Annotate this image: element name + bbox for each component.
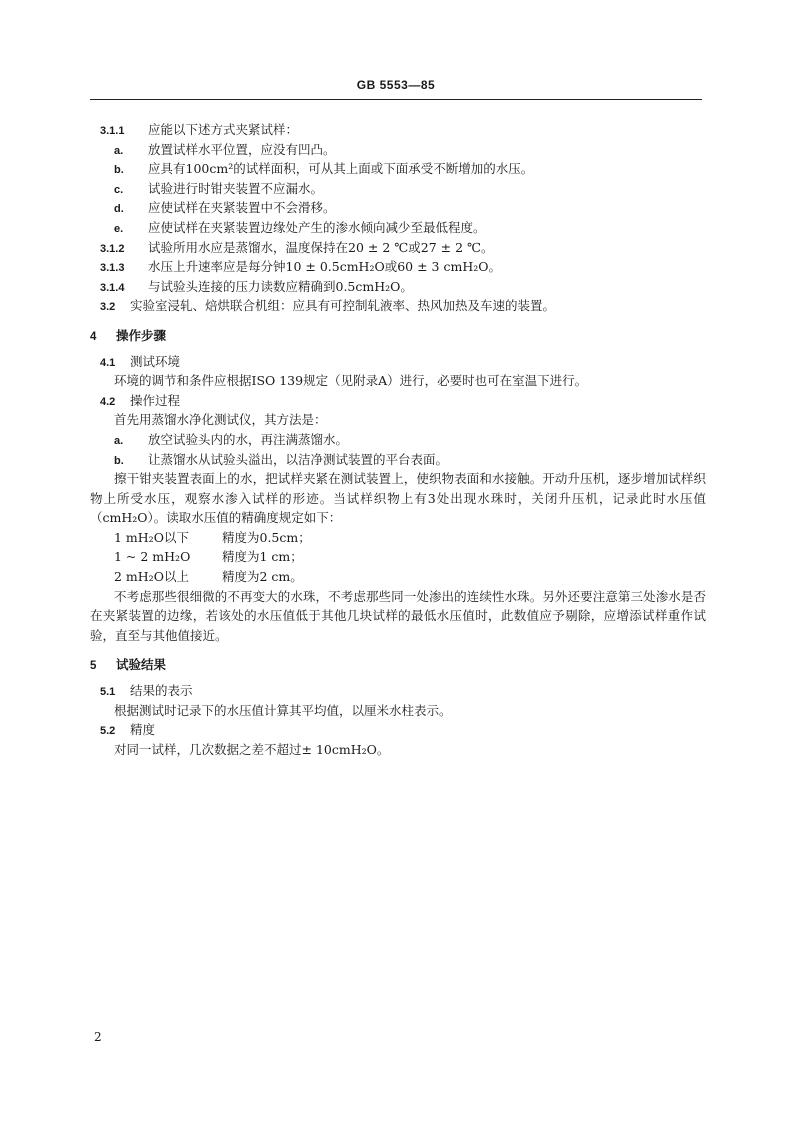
precision-row: [90, 547, 706, 567]
spacer: [90, 645, 706, 655]
clause-text: 应能以下述方式夹紧试样：: [148, 122, 299, 137]
list-item: [90, 179, 706, 199]
clause-text: 实验室浸轧、焙烘联合机组：应具有可控制轧液率、热风加热及车速的装置。: [130, 298, 556, 314]
clause-3-1-2: [90, 238, 706, 258]
list-text: 放置试样水平位置，应没有凹凸。: [148, 141, 336, 157]
clause-3-1-3: [90, 257, 706, 277]
list-marker: d.: [114, 203, 124, 216]
list-marker: a.: [114, 144, 124, 157]
clause-3-1-1: [90, 120, 706, 140]
list-marker: c.: [114, 183, 124, 196]
clause-title: 精度: [130, 722, 156, 738]
note-paragraph: 不考虑那些很细微的不再变大的水珠，不考虑那些同一处渗出的连续性水珠。另外还要注意第三处渗水是否在夹紧装置的边缘，若该处的水压值低于其他几块试样的最低水压值时，此数值应予剔除，应增添试样重作试验，直至与其他值接近。: [90, 588, 706, 643]
clause-title: 操作过程: [130, 392, 181, 408]
clause-5-2: [90, 720, 706, 740]
section-number: 5: [90, 660, 97, 673]
precision-range: 2 mH₂O以上: [114, 569, 189, 585]
list-text: 试验进行时钳夹装置不应漏水。: [148, 180, 324, 196]
precision-row: [90, 528, 706, 548]
list-item: [90, 450, 706, 470]
clause-title: 结果的表示: [130, 683, 193, 699]
list-marker: b.: [114, 454, 124, 467]
clause-number: 5.2: [100, 725, 116, 738]
clause-5-2-text: 对同一试样，几次数据之差不超过± 10cmH₂O。: [114, 741, 390, 757]
header-rule: [90, 99, 702, 100]
precision-range: 1 mH₂O以下: [114, 529, 189, 545]
clause-3-1-4: [90, 277, 706, 297]
clause-4-1: [90, 352, 706, 372]
list-text: 应使试样在夹紧装置边缘处产生的渗水倾向减少至最低程度。: [148, 219, 486, 235]
clause-number: 3.1.2: [100, 242, 125, 255]
clause-5-1-text: 根据测试时记录下的水压值计算其平均值，以厘米水柱表示。: [114, 702, 452, 718]
list-item: [90, 430, 706, 450]
clause-number: 3.1.4: [100, 281, 125, 294]
clause-4-2-intro: 首先用蒸馏水净化测试仪，其方法是：: [114, 412, 327, 428]
clause-number: 3.1.1: [100, 125, 125, 137]
list-item: [90, 159, 706, 179]
procedure-paragraph: 擦干钳夹装置表面上的水，把试样夹紧在测试装置上，使织物表面和水接触。开动升压机，逐步增加试样织物上所受水压，观察水渗入试样的形迹。当试样织物上有3处出现水珠时，关闭升压机，记录此时水压值（cmH₂O）。读取水压值的精确度规定如下：: [90, 471, 706, 526]
clause-text: 水压上升速率应是每分钟10 ± 0.5cmH₂O或60 ± 3 cmH₂O。: [148, 259, 501, 275]
clause-number: 4.1: [100, 356, 116, 369]
page-number: 2: [94, 1030, 102, 1044]
section-number: 4: [90, 330, 97, 343]
precision-row: [90, 567, 706, 587]
list-marker: a.: [114, 434, 124, 447]
clause-5-1: [90, 681, 706, 701]
list-item: [90, 140, 706, 160]
list-text: 应使试样在夹紧装置中不会滑移。: [148, 200, 336, 216]
clause-text: 与试验头连接的压力读数应精确到0.5cmH₂O。: [148, 278, 413, 294]
document-body: [90, 120, 706, 759]
list-text: 让蒸馏水从试验头溢出，以洁净测试装置的平台表面。: [148, 451, 449, 467]
list-marker: b.: [114, 164, 124, 177]
clause-4-2: [90, 391, 706, 411]
clause-4-1-text: 环境的调节和条件应根据ISO 139规定（见附录A）进行，必要时也可在室温下进行。: [114, 373, 588, 389]
precision-range: 1 ~ 2 mH₂O: [114, 549, 191, 565]
section-title: 试验结果: [116, 657, 167, 673]
section-5-heading: [90, 655, 706, 675]
clause-3-2: [90, 296, 706, 316]
page-header: GB 5553—85: [356, 78, 436, 92]
precision-value: 精度为2 cm。: [222, 569, 303, 585]
list-item: [90, 218, 706, 238]
list-text: 放空试验头内的水，再注满蒸馏水。: [148, 431, 349, 447]
list-item: [90, 198, 706, 218]
clause-text: 试验所用水应是蒸馏水，温度保持在20 ± 2 ℃或27 ± 2 ℃。: [148, 239, 494, 255]
list-marker: e.: [114, 222, 124, 235]
list-text: 应具有100cm²的试样面积，可从其上面或下面承受不断增加的水压。: [148, 161, 534, 177]
clause-number: 3.1.3: [100, 262, 125, 275]
clause-number: 4.2: [100, 395, 116, 408]
clause-number: 5.1: [100, 686, 116, 699]
spacer: [90, 316, 706, 326]
section-4-heading: [90, 326, 706, 346]
section-title: 操作步骤: [116, 327, 167, 343]
clause-number: 3.2: [100, 301, 116, 314]
precision-value: 精度为1 cm；: [222, 549, 303, 565]
precision-value: 精度为0.5cm；: [222, 529, 311, 545]
clause-title: 测试环境: [130, 353, 181, 369]
